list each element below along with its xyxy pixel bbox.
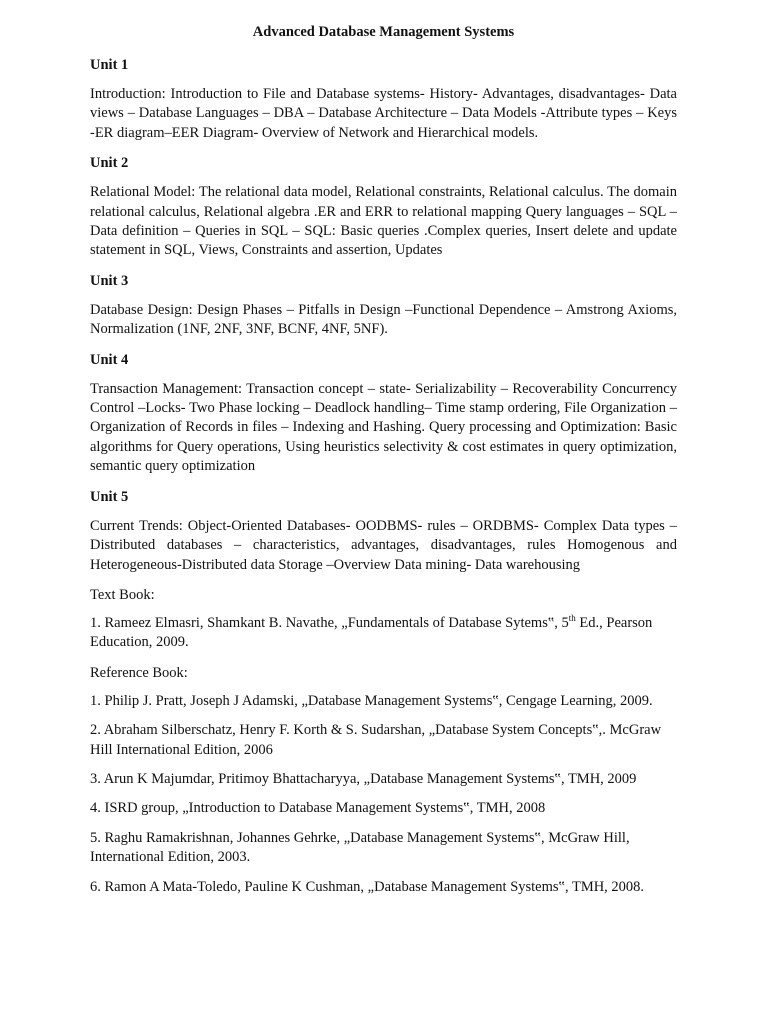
unit-section-3 (90, 271, 677, 340)
superscript-ordinal: th (568, 613, 576, 624)
unit-body: Introduction: Introduction to File and Database systems- History- Advantages, disadvantages- Data views – Database Languages – DBA – Database Architecture – Data Models -Attribute types – Keys -ER diagram–EER Diagram- Overview of Network and Hierarchical models. (90, 86, 677, 141)
document-title: Advanced Database Management Systems (252, 24, 515, 40)
unit-heading: Unit 4 (90, 351, 129, 368)
reference-entry: 2. Abraham Silberschatz, Henry F. Korth & S. Sudarshan, „Database System Concepts‟,. McGraw Hill International Edition, 2006 (90, 722, 662, 758)
unit-section-4 (90, 350, 677, 477)
text-book-section (90, 585, 677, 653)
reference-entry: 5. Raghu Ramakrishnan, Johannes Gehrke, „Database Management Systems‟, McGraw Hill, International Edition, 2003. (90, 829, 630, 866)
reference-entry: 6. Ramon A Mata-Toledo, Pauline K Cushman, „Database Management Systems‟, TMH, 2008. (90, 878, 645, 895)
text-book-entry (90, 614, 677, 653)
unit-heading: Unit 1 (90, 57, 129, 73)
unit-body: Transaction Management: Transaction concept – state- Serializability – Recoverability Concurrency Control –Locks- Two Phase locking – Deadlock handling– Time stamp ordering, File Organization – Organization of Records in files – Indexing and Hashing. Query processing and Optimization: Basic algorithms for Query operations, Using heuristics selectivity & cost estimates in query optimization, semantic query optimization (90, 380, 677, 475)
text-book-label: Text Book: (90, 586, 155, 603)
unit-heading: Unit 5 (90, 488, 129, 505)
reference-entry: 1. Philip J. Pratt, Joseph J Adamski, „Database Management Systems‟, Cengage Learning, 2009. (90, 692, 653, 709)
unit-section-1 (90, 55, 677, 143)
reference-entry: 3. Arun K Majumdar, Pritimoy Bhattacharyya, „Database Management Systems‟, TMH, 2009 (90, 770, 637, 787)
document-page (90, 22, 677, 907)
text-book-entry-part: Ed., Pearson Education, 2009. (90, 614, 653, 651)
unit-heading: Unit 3 (90, 272, 129, 289)
unit-heading: Unit 2 (90, 155, 129, 172)
unit-body: Database Design: Design Phases – Pitfalls in Design –Functional Dependence – Amstrong Axioms, Normalization (1NF, 2NF, 3NF, BCNF, 4NF, 5NF). (90, 301, 677, 338)
reference-entry: 4. ISRD group, „Introduction to Database Management Systems‟, TMH, 2008 (90, 800, 546, 817)
unit-section-2 (90, 153, 677, 261)
unit-section-5 (90, 487, 677, 575)
unit-body: Relational Model: The relational data model, Relational constraints, Relational calculus. The domain relational calculus, Relational algebra .ER and ERR to relational mapping Query languages – SQL – Data definition – Queries in SQL – SQL: Basic queries .Complex queries, Insert delete and update statement in SQL, Views, Constraints and assertion, Updates (90, 184, 677, 259)
unit-body: Current Trends: Object-Oriented Databases- OODBMS- rules – ORDBMS- Complex Data types – Distributed databases – characteristics, advantages, disadvantages, rules Homogenous and Heterogeneous-Distributed data Storage –Overview Data mining- Data warehousing (90, 517, 677, 573)
text-book-entry-part: 1. Rameez Elmasri, Shamkant B. Navathe, „Fundamentals of Database Sytems‟, 5 (90, 614, 569, 631)
reference-book-label: Reference Book: (90, 664, 188, 681)
reference-book-section (90, 663, 677, 897)
